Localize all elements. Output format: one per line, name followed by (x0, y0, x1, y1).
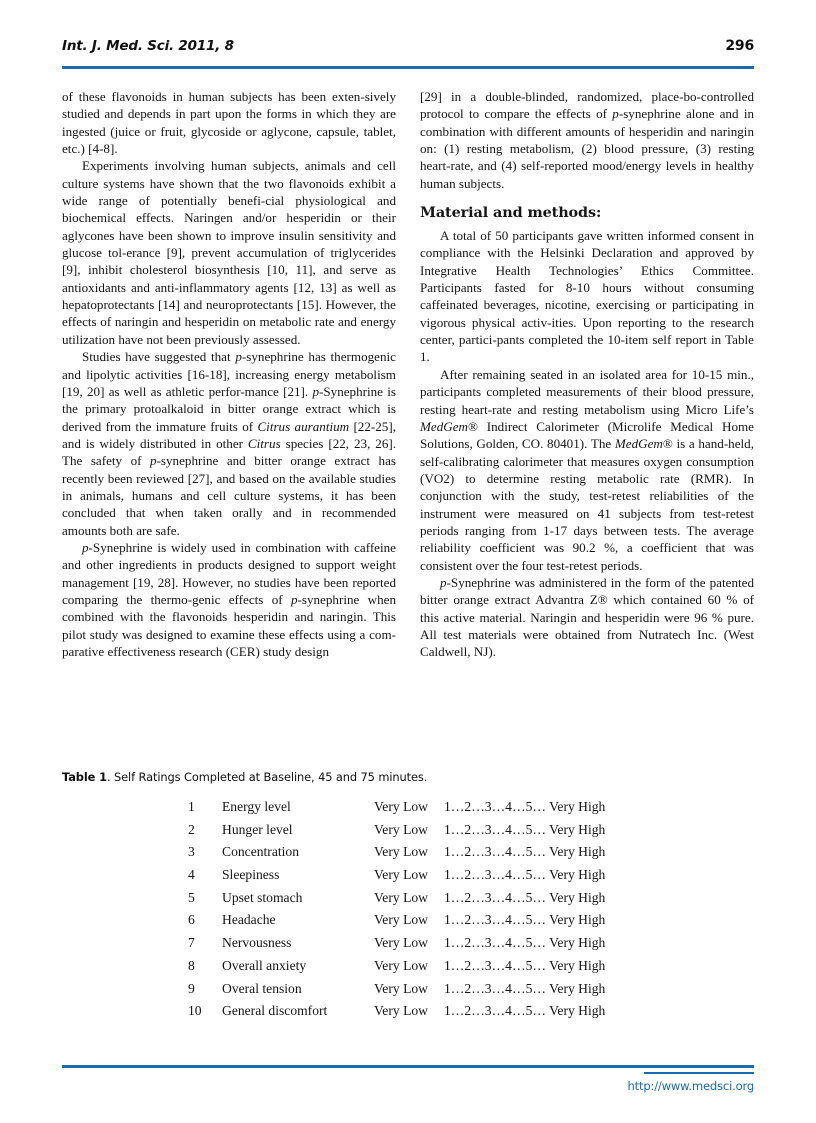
paragraph-right-3: After remaining seated in an isolated area for 10-15 min., participants completed measurements of their blood pressure, resting heart-rate and resting metabolism using Micro Life’s MedGem® Indirect Calorimeter (Microlife Medical Home Solutions, Golden, CO. 80401). The MedGem® is a hand-held, self-calibrating calorimeter that measures oxygen consumption (VO2) to determine resting metabolic rate (RMR). In conjunction with the study, test-retest reliabilities of the instrument were measured on 41 subjects from test-retest periods ranging from 1-17 days between tests. The average reliability coefficient was 90.2 %, a coefficient that was consistent over the four test-retest periods. (420, 366, 755, 573)
footer-url-rule (644, 1072, 754, 1074)
left-column (62, 88, 396, 661)
rating-number: 5 (188, 889, 195, 905)
table-row (188, 865, 605, 888)
rating-scale: 1…2…3…4…5… Very High (444, 844, 606, 860)
body-columns (62, 88, 754, 661)
rating-low-anchor: Very Low (374, 980, 428, 996)
page-number: 296 (725, 38, 754, 54)
rating-low-anchor: Very Low (374, 935, 428, 951)
journal-website-link[interactable]: http://www.medsci.org (627, 1079, 754, 1093)
rating-item: Overal tension (222, 980, 302, 996)
table-caption (62, 770, 754, 785)
rating-item: Concentration (222, 844, 300, 860)
rating-item: Nervousness (222, 935, 292, 951)
table-row (188, 956, 605, 979)
table-row (188, 842, 605, 865)
rating-number: 1 (188, 799, 195, 814)
paragraph-right-1: [29] in a double-blinded, randomized, place-bo-controlled protocol to compare the effects of p-synephrine alone and in combination with different amounts of hesperidin and naringin on: (1) resting metabolism, (2) blood pressure, (3) resting heart-rate, and (4) self-reported mood/energy levels in healthy human subjects. (420, 89, 754, 191)
rating-scale: 1…2…3…4…5… Very High (444, 957, 606, 973)
self-ratings-table (188, 797, 605, 1024)
rating-scale: 1…2…3…4…5… Very High (444, 799, 606, 814)
rating-item: General discomfort (222, 1003, 328, 1019)
table-row (188, 797, 605, 820)
journal-citation: Int. J. Med. Sci. 2011, 8 (62, 38, 234, 54)
table-row (188, 910, 605, 933)
rating-low-anchor: Very Low (374, 844, 428, 860)
rating-item: Sleepiness (222, 867, 280, 883)
rating-item: Hunger level (222, 821, 293, 837)
rating-scale: 1…2…3…4…5… Very High (444, 980, 606, 996)
table-block (62, 770, 754, 1024)
rating-scale: 1…2…3…4…5… Very High (444, 867, 606, 883)
footer-rule (62, 1065, 754, 1068)
rating-scale: 1…2…3…4…5… Very High (444, 889, 606, 905)
rating-number: 2 (188, 821, 195, 837)
section-heading-material-and-methods: Material and methods: (420, 204, 602, 222)
table-row (188, 888, 605, 911)
rating-number: 4 (188, 867, 195, 883)
paragraph-left-4: p-Synephrine is widely used in combination with caffeine and other ingredients in products designed to support weight management [19, 28]. However, no studies have been reported comparing the thermo-genic effects of p-synephrine when combined with the flavonoids hesperidin and naringin. This pilot study was designed to examine these effects using a com-parative effectiveness research (CER) study design (62, 539, 396, 659)
rating-number: 6 (188, 912, 195, 928)
table-caption-label: Table 1 (62, 770, 107, 784)
footer-url-block (627, 1072, 754, 1095)
rating-low-anchor: Very Low (374, 889, 428, 905)
rating-item: Energy level (222, 799, 291, 814)
table-caption-text: . Self Ratings Completed at Baseline, 45 and 75 minutes. (106, 770, 428, 784)
paragraph-right-4: p-Synephrine was administered in the form of the patented bitter orange extract Advantra Z® which contained 60 % of this active material. Naringin and hesperidin were 96 % pure. All test materials were obtained from Nutratech Inc. (West Caldwell, NJ). (420, 574, 754, 660)
rating-number: 3 (188, 844, 195, 860)
table-row (188, 820, 605, 843)
header-rule (62, 66, 754, 69)
rating-item: Upset stomach (222, 889, 303, 905)
rating-low-anchor: Very Low (374, 821, 428, 837)
rating-low-anchor: Very Low (374, 799, 428, 814)
table-row (188, 933, 605, 956)
table-row (188, 1001, 605, 1024)
rating-scale: 1…2…3…4…5… Very High (444, 821, 606, 837)
rating-low-anchor: Very Low (374, 957, 428, 973)
rating-scale: 1…2…3…4…5… Very High (444, 912, 606, 928)
running-head (62, 38, 754, 54)
right-column (420, 88, 754, 661)
rating-item: Overall anxiety (222, 957, 307, 973)
rating-low-anchor: Very Low (374, 912, 428, 928)
rating-scale: 1…2…3…4…5… Very High (444, 935, 606, 951)
table-body (188, 797, 605, 1024)
rating-number: 9 (188, 980, 195, 996)
rating-number: 7 (188, 935, 195, 951)
rating-number: 10 (188, 1003, 202, 1019)
table-row (188, 979, 605, 1002)
paragraph-left-1: of these flavonoids in human subjects has been exten-sively studied and depends in part upon the forms in which they are ingested (juice or fruit, glycoside or aglycone, capsule, tablet, etc.) [4-8]. (62, 89, 396, 157)
rating-number: 8 (188, 957, 195, 973)
rating-scale: 1…2…3…4…5… Very High (444, 1003, 606, 1019)
rating-low-anchor: Very Low (374, 867, 428, 883)
paragraph-right-2: A total of 50 participants gave written informed consent in compliance with the Helsinki Declaration and approved by Integrative Health Technologies’ Ethics Committee. Participants fasted for 8-10 hours without consuming caffeinated beverages, nicotine, exercising or participating in vigorous physical activ-ities. Upon reporting to the research center, partici-pants completed the 10-item self report in Table 1. (420, 228, 754, 365)
paragraph-left-2: Experiments involving human subjects, animals and cell culture systems have shown that the two flavonoids exhibit a wide range of potentially benefi-cial physiological and biochemical effects. Naringen and/or hesperidin or their aglycones have been shown to improve insulin sensitivity and glucose tol-erance [9], prevent accumulation of triglycerides [9], inhibit cholesterol biosynthesis [10, 11], and serve as antioxidants and anti-inflammatory agents [12, 13] as well as hepatoprotectants [14] and neuroprotectants [15]. However, the effects of naringin and hesperidin on metabolic rate and energy utilization have not been previously assessed. (62, 158, 396, 347)
rating-item: Headache (222, 912, 276, 928)
rating-low-anchor: Very Low (374, 1003, 428, 1019)
paragraph-left-3: Studies have suggested that p-synephrine has thermogenic and lipolytic activities [16-18], increasing energy metabolism [19, 20] as well as athletic perfor-mance [21]. p-Synephrine is the primary protoalkaloid in bitter orange extract which is derived from the immature fruits of Citrus aurantium [22-25], and is widely distributed in other Citrus species [22, 23, 26]. The safety of p-synephrine and bitter orange extract has recently been reviewed [27], and based on the available studies in animals, humans and cell culture systems, it has been concluded that when taken orally and in recommended amounts both are safe. (62, 349, 396, 538)
